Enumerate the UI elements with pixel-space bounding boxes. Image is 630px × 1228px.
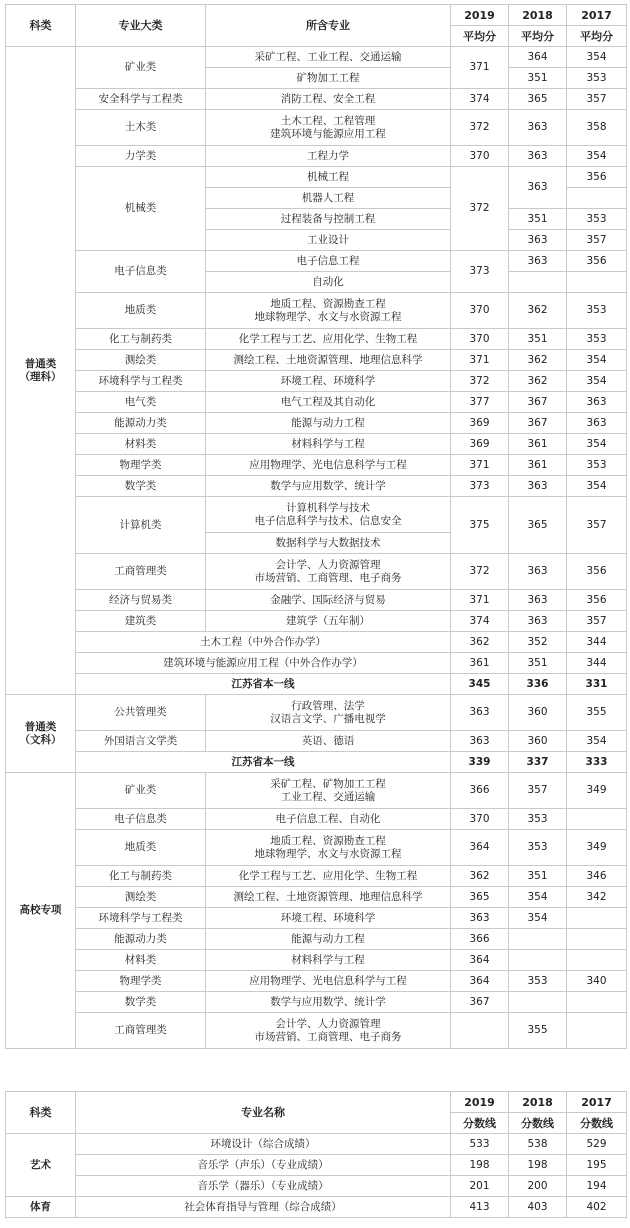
score-y2017: 353 [567, 455, 627, 476]
score-y2018: 365 [509, 497, 567, 554]
majors-cell: 测绘工程、土地资源管理、地理信息科学 [206, 350, 451, 371]
score-y2018: 351 [509, 653, 567, 674]
header-year-2018: 2018 [509, 1092, 567, 1113]
table-row [6, 653, 627, 674]
table-row [6, 1134, 627, 1155]
score-y2019: 198 [451, 1155, 509, 1176]
score-y2017 [567, 188, 627, 209]
score-y2019: 363 [451, 731, 509, 752]
major-class-cell: 环境科学与工程类 [76, 908, 206, 929]
majors-cell: 自动化 [206, 272, 451, 293]
score-y2017 [567, 929, 627, 950]
score-y2019: 373 [451, 251, 509, 293]
score-y2019: 365 [451, 887, 509, 908]
majors-cell: 数学与应用数学、统计学 [206, 476, 451, 497]
score-y2018: 367 [509, 392, 567, 413]
header-year-2017: 2017 [567, 5, 627, 26]
major-class-cell: 矿业类 [76, 47, 206, 89]
table-gap [0, 1049, 630, 1091]
header-category: 科类 [6, 1092, 76, 1134]
score-y2017: 349 [567, 773, 627, 809]
major-class-cell: 电子信息类 [76, 251, 206, 293]
majors-cell: 会计学、人力资源管理 市场营销、工商管理、电子商务 [206, 1013, 451, 1049]
table-row [6, 455, 627, 476]
table-row [6, 950, 627, 971]
header-category: 科类 [6, 5, 76, 47]
major-class-cell: 力学类 [76, 146, 206, 167]
program-name-cell: 土木工程（中外合作办学） [76, 632, 451, 653]
major-class-cell: 安全科学与工程类 [76, 89, 206, 110]
header-year-2018: 2018 [509, 5, 567, 26]
baseline-label: 江苏省本一线 [76, 752, 451, 773]
table-row [6, 887, 627, 908]
header-avg-label: 平均分 [567, 26, 627, 47]
score-y2019: 370 [451, 293, 509, 329]
header-major-name: 专业名称 [76, 1092, 451, 1134]
baseline-y2018: 337 [509, 752, 567, 773]
majors-cell: 机器人工程 [206, 188, 451, 209]
score-y2018: 363 [509, 110, 567, 146]
score-y2019: 374 [451, 89, 509, 110]
score-y2019: 364 [451, 971, 509, 992]
score-y2017: 344 [567, 632, 627, 653]
score-y2017: 354 [567, 47, 627, 68]
section-name: 普通类 （理科） [6, 47, 76, 695]
majors-cell: 数学与应用数学、统计学 [206, 992, 451, 1013]
table-row [6, 110, 627, 146]
score-y2018: 361 [509, 434, 567, 455]
majors-cell: 电子信息工程 [206, 251, 451, 272]
score-y2018: 357 [509, 773, 567, 809]
score-y2018: 365 [509, 89, 567, 110]
table-row [6, 830, 627, 866]
score-y2019: 361 [451, 653, 509, 674]
score-y2017: 354 [567, 434, 627, 455]
score-y2017: 363 [567, 413, 627, 434]
score-y2019: 362 [451, 866, 509, 887]
score-y2018: 363 [509, 590, 567, 611]
major-class-cell: 物理学类 [76, 455, 206, 476]
score-y2017: 356 [567, 590, 627, 611]
score-y2017: 363 [567, 392, 627, 413]
table-row [6, 971, 627, 992]
baseline-row [6, 674, 627, 695]
majors-cell: 消防工程、安全工程 [206, 89, 451, 110]
majors-cell: 英语、德语 [206, 731, 451, 752]
majors-cell: 金融学、国际经济与贸易 [206, 590, 451, 611]
major-class-cell: 地质类 [76, 830, 206, 866]
table-row [6, 371, 627, 392]
score-y2018: 351 [509, 866, 567, 887]
score-y2017 [567, 950, 627, 971]
score-y2017: 356 [567, 167, 627, 188]
major-name-cell: 环境设计（综合成绩） [76, 1134, 451, 1155]
header-score-label: 分数线 [451, 1113, 509, 1134]
majors-cell: 电子信息工程、自动化 [206, 809, 451, 830]
score-y2018: 362 [509, 293, 567, 329]
score-y2019: 369 [451, 413, 509, 434]
score-y2017: 354 [567, 476, 627, 497]
header-score-label: 分数线 [509, 1113, 567, 1134]
score-y2018: 351 [509, 329, 567, 350]
major-class-cell: 经济与贸易类 [76, 590, 206, 611]
section-name: 普通类 （文科） [6, 695, 76, 773]
majors-cell: 计算机科学与技术 电子信息科学与技术、信息安全 [206, 497, 451, 533]
score-y2017 [567, 272, 627, 293]
major-class-cell: 地质类 [76, 293, 206, 329]
major-class-cell: 计算机类 [76, 497, 206, 554]
major-class-cell: 机械类 [76, 167, 206, 251]
table-row [6, 497, 627, 533]
major-class-cell: 化工与制药类 [76, 329, 206, 350]
score-y2019: 367 [451, 992, 509, 1013]
score-y2017: 340 [567, 971, 627, 992]
majors-cell: 矿物加工工程 [206, 68, 451, 89]
score-y2018: 200 [509, 1176, 567, 1197]
table-row [6, 1176, 627, 1197]
table-row [6, 350, 627, 371]
header-row [6, 5, 627, 26]
majors-cell: 应用物理学、光电信息科学与工程 [206, 971, 451, 992]
score-y2018: 351 [509, 68, 567, 89]
baseline-y2017: 333 [567, 752, 627, 773]
table-row [6, 329, 627, 350]
score-y2019: 362 [451, 632, 509, 653]
header-major-class: 专业大类 [76, 5, 206, 47]
score-y2018: 198 [509, 1155, 567, 1176]
score-y2018: 403 [509, 1197, 567, 1218]
section-name: 高校专项 [6, 773, 76, 1049]
major-class-cell: 材料类 [76, 434, 206, 455]
major-class-cell: 环境科学与工程类 [76, 371, 206, 392]
header-year-2019: 2019 [451, 1092, 509, 1113]
score-y2017 [567, 809, 627, 830]
score-y2017: 354 [567, 371, 627, 392]
score-y2019: 370 [451, 809, 509, 830]
major-class-cell: 材料类 [76, 950, 206, 971]
majors-cell: 采矿工程、矿物加工工程 工业工程、交通运输 [206, 773, 451, 809]
score-y2019: 371 [451, 47, 509, 89]
major-class-cell: 测绘类 [76, 350, 206, 371]
majors-cell: 测绘工程、土地资源管理、地理信息科学 [206, 887, 451, 908]
score-y2017: 355 [567, 695, 627, 731]
table-row [6, 731, 627, 752]
major-class-cell: 电气类 [76, 392, 206, 413]
table-row [6, 929, 627, 950]
score-y2018: 360 [509, 731, 567, 752]
majors-cell: 会计学、人力资源管理 市场营销、工商管理、电子商务 [206, 554, 451, 590]
majors-cell: 过程装备与控制工程 [206, 209, 451, 230]
header-majors: 所含专业 [206, 5, 451, 47]
table-row [6, 392, 627, 413]
major-name-cell: 音乐学（器乐）（专业成绩） [76, 1176, 451, 1197]
table-row [6, 632, 627, 653]
score-y2018: 360 [509, 695, 567, 731]
majors-cell: 材料科学与工程 [206, 950, 451, 971]
score-y2019: 370 [451, 146, 509, 167]
score-y2019: 363 [451, 695, 509, 731]
score-y2017: 356 [567, 251, 627, 272]
major-class-cell: 能源动力类 [76, 929, 206, 950]
table-row [6, 1013, 627, 1049]
score-y2017: 353 [567, 68, 627, 89]
majors-cell: 环境工程、环境科学 [206, 371, 451, 392]
major-name-cell: 社会体育指导与管理（综合成绩） [76, 1197, 451, 1218]
table-row [6, 992, 627, 1013]
major-class-cell: 数学类 [76, 992, 206, 1013]
score-y2019: 371 [451, 350, 509, 371]
table-row [6, 434, 627, 455]
score-y2018: 363 [509, 611, 567, 632]
score-y2018: 363 [509, 554, 567, 590]
majors-cell: 环境工程、环境科学 [206, 908, 451, 929]
score-y2018: 355 [509, 1013, 567, 1049]
score-y2017 [567, 908, 627, 929]
score-y2019: 364 [451, 950, 509, 971]
score-y2017 [567, 992, 627, 1013]
score-y2019: 363 [451, 908, 509, 929]
score-y2017: 194 [567, 1176, 627, 1197]
major-class-cell: 电子信息类 [76, 809, 206, 830]
major-class-cell: 数学类 [76, 476, 206, 497]
table-row [6, 47, 627, 68]
score-y2019: 372 [451, 371, 509, 392]
score-y2018: 538 [509, 1134, 567, 1155]
table-row [6, 809, 627, 830]
score-y2018: 362 [509, 371, 567, 392]
baseline-label: 江苏省本一线 [76, 674, 451, 695]
score-y2017: 342 [567, 887, 627, 908]
score-y2019: 374 [451, 611, 509, 632]
score-y2017: 357 [567, 611, 627, 632]
major-class-cell: 化工与制药类 [76, 866, 206, 887]
score-y2018: 353 [509, 809, 567, 830]
score-y2019: 364 [451, 830, 509, 866]
score-y2018: 361 [509, 455, 567, 476]
major-class-cell: 矿业类 [76, 773, 206, 809]
score-y2019: 413 [451, 1197, 509, 1218]
score-y2017: 344 [567, 653, 627, 674]
score-y2017: 354 [567, 146, 627, 167]
table-row [6, 773, 627, 809]
score-y2018: 353 [509, 971, 567, 992]
major-class-cell: 能源动力类 [76, 413, 206, 434]
header-score-label: 分数线 [567, 1113, 627, 1134]
score-y2018: 362 [509, 350, 567, 371]
table-row [6, 695, 627, 731]
major-class-cell: 外国语言文学类 [76, 731, 206, 752]
baseline-y2019: 345 [451, 674, 509, 695]
score-y2019: 375 [451, 497, 509, 554]
baseline-y2018: 336 [509, 674, 567, 695]
baseline-y2017: 331 [567, 674, 627, 695]
baseline-y2019: 339 [451, 752, 509, 773]
score-y2018: 363 [509, 167, 567, 209]
major-name-cell: 音乐学（声乐）（专业成绩） [76, 1155, 451, 1176]
special-category-scores-table [5, 1091, 627, 1218]
score-y2018: 364 [509, 47, 567, 68]
score-y2017: 195 [567, 1155, 627, 1176]
majors-cell: 地质工程、资源勘查工程 地球物理学、水文与水资源工程 [206, 293, 451, 329]
score-y2018: 354 [509, 887, 567, 908]
majors-cell: 化学工程与工艺、应用化学、生物工程 [206, 866, 451, 887]
score-y2018: 354 [509, 908, 567, 929]
score-y2018: 351 [509, 209, 567, 230]
score-y2017: 357 [567, 497, 627, 554]
header-avg-label: 平均分 [451, 26, 509, 47]
table-row [6, 89, 627, 110]
score-y2017: 356 [567, 554, 627, 590]
score-y2017: 353 [567, 329, 627, 350]
table-row [6, 167, 627, 188]
score-y2017: 358 [567, 110, 627, 146]
majors-cell: 能源与动力工程 [206, 929, 451, 950]
majors-cell: 电气工程及其自动化 [206, 392, 451, 413]
majors-cell: 数据科学与大数据技术 [206, 533, 451, 554]
majors-cell: 工程力学 [206, 146, 451, 167]
major-class-cell: 物理学类 [76, 971, 206, 992]
majors-cell: 材料科学与工程 [206, 434, 451, 455]
table-row [6, 1155, 627, 1176]
score-y2018: 363 [509, 230, 567, 251]
table-row [6, 413, 627, 434]
score-y2017: 354 [567, 350, 627, 371]
header-row [6, 1092, 627, 1113]
score-y2019: 373 [451, 476, 509, 497]
majors-cell: 建筑学（五年制） [206, 611, 451, 632]
score-y2019: 366 [451, 929, 509, 950]
header-year-2019: 2019 [451, 5, 509, 26]
majors-cell: 土木工程、工程管理 建筑环境与能源应用工程 [206, 110, 451, 146]
majors-cell: 机械工程 [206, 167, 451, 188]
score-y2017: 357 [567, 89, 627, 110]
baseline-row [6, 752, 627, 773]
table-row [6, 611, 627, 632]
major-class-cell: 工商管理类 [76, 554, 206, 590]
major-class-cell: 土木类 [76, 110, 206, 146]
score-y2017: 402 [567, 1197, 627, 1218]
score-y2017: 353 [567, 209, 627, 230]
table-row [6, 908, 627, 929]
score-y2017 [567, 1013, 627, 1049]
score-y2019: 371 [451, 455, 509, 476]
score-y2018: 367 [509, 413, 567, 434]
score-y2019 [451, 1013, 509, 1049]
section-name: 体育 [6, 1197, 76, 1218]
table-row [6, 866, 627, 887]
score-y2019: 370 [451, 329, 509, 350]
header-avg-label: 平均分 [509, 26, 567, 47]
score-y2018: 363 [509, 146, 567, 167]
score-y2018: 363 [509, 251, 567, 272]
score-y2019: 369 [451, 434, 509, 455]
score-y2019: 372 [451, 167, 509, 251]
score-y2019: 372 [451, 554, 509, 590]
table-row [6, 590, 627, 611]
score-y2019: 372 [451, 110, 509, 146]
score-y2018 [509, 950, 567, 971]
score-y2018 [509, 272, 567, 293]
major-class-cell: 工商管理类 [76, 1013, 206, 1049]
admission-scores-table [5, 4, 627, 1049]
score-y2018: 353 [509, 830, 567, 866]
major-class-cell: 建筑类 [76, 611, 206, 632]
score-y2018: 363 [509, 476, 567, 497]
table-row [6, 554, 627, 590]
majors-cell: 能源与动力工程 [206, 413, 451, 434]
score-y2017: 354 [567, 731, 627, 752]
score-y2017: 357 [567, 230, 627, 251]
majors-cell: 地质工程、资源勘查工程 地球物理学、水文与水资源工程 [206, 830, 451, 866]
score-y2018: 352 [509, 632, 567, 653]
score-y2019: 533 [451, 1134, 509, 1155]
majors-cell: 工业设计 [206, 230, 451, 251]
major-class-cell: 测绘类 [76, 887, 206, 908]
major-class-cell: 公共管理类 [76, 695, 206, 731]
score-y2017: 353 [567, 293, 627, 329]
majors-cell: 应用物理学、光电信息科学与工程 [206, 455, 451, 476]
score-y2018 [509, 929, 567, 950]
section-name: 艺术 [6, 1134, 76, 1197]
score-y2017: 529 [567, 1134, 627, 1155]
majors-cell: 化学工程与工艺、应用化学、生物工程 [206, 329, 451, 350]
score-y2019: 377 [451, 392, 509, 413]
majors-cell: 采矿工程、工业工程、交通运输 [206, 47, 451, 68]
score-y2017: 349 [567, 830, 627, 866]
table-row [6, 476, 627, 497]
score-y2017: 346 [567, 866, 627, 887]
header-year-2017: 2017 [567, 1092, 627, 1113]
program-name-cell: 建筑环境与能源应用工程（中外合作办学） [76, 653, 451, 674]
table-row [6, 1197, 627, 1218]
score-y2019: 366 [451, 773, 509, 809]
table-row [6, 251, 627, 272]
table-row [6, 293, 627, 329]
score-y2018 [509, 992, 567, 1013]
majors-cell: 行政管理、法学 汉语言文学、广播电视学 [206, 695, 451, 731]
table-row [6, 146, 627, 167]
score-y2019: 371 [451, 590, 509, 611]
score-y2019: 201 [451, 1176, 509, 1197]
